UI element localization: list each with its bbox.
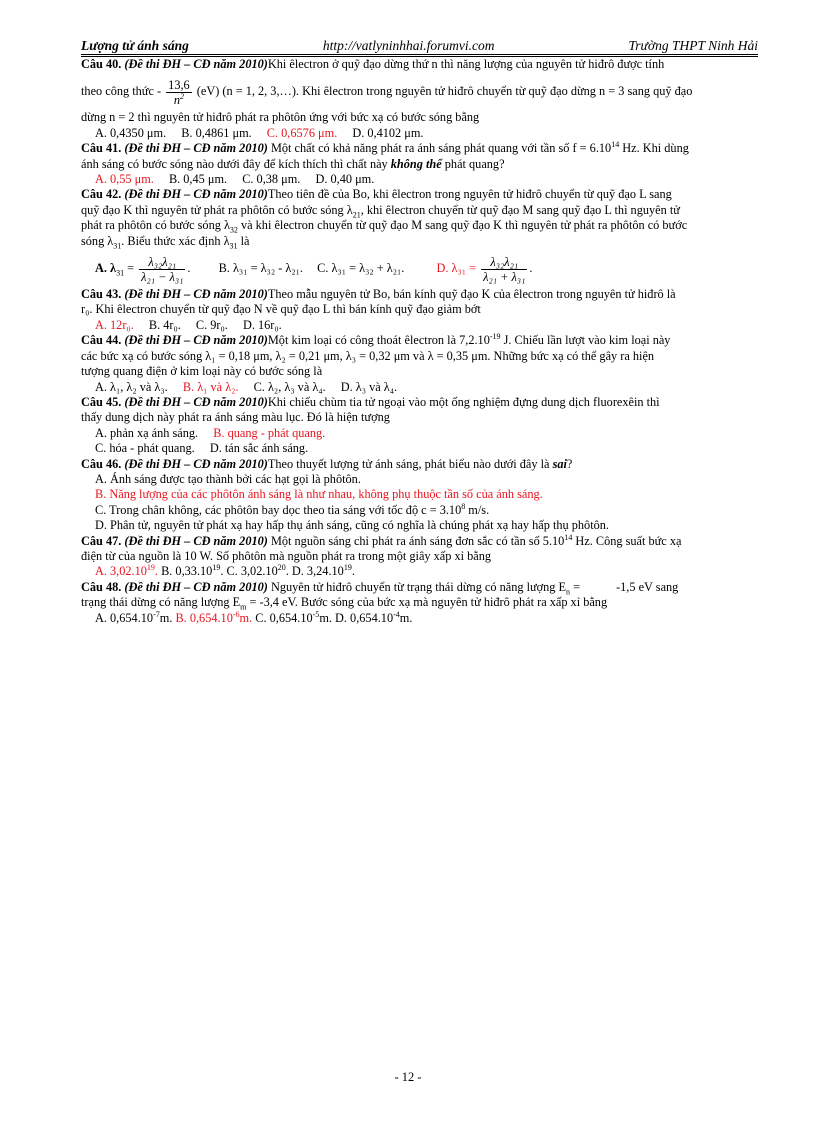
option-b-correct — [175, 611, 252, 625]
option-b: B. λ₃₁ = λ₃₂ - λ₂₁. — [218, 261, 303, 276]
option-b-correct: B. quang - phát quang. — [213, 425, 326, 440]
option-d-end: m. — [399, 610, 413, 625]
question-40 — [81, 57, 758, 141]
option-d: D. 0,40 μm. — [315, 172, 375, 187]
fraction-numerator: λ₃₂λ₂₁ — [139, 255, 185, 270]
option-a-correct: A. 0,55 μm. — [95, 172, 154, 187]
question-text: Hz. Công suất bức xạ — [572, 533, 682, 548]
option-b: B. 0,4861 μm. — [181, 125, 252, 140]
option-c — [81, 503, 758, 518]
question-45 — [81, 395, 758, 457]
option-a: A. Ánh sáng được tạo thành bởi các hạt gọi là phôtôn. — [95, 471, 361, 486]
option-d — [335, 611, 412, 625]
option-b-end: m. — [239, 610, 253, 625]
energy-fraction — [166, 78, 192, 107]
option-c-end: . — [285, 564, 289, 579]
fraction-denominator: λ₂₁ − λ₃₁ — [141, 269, 184, 284]
option-a-correct: A. 12r₀. — [95, 317, 134, 332]
option-c-correct: C. 0,6576 μm. — [266, 125, 338, 140]
question-text: J. Chiếu lần lượt vào kim loại này — [500, 333, 671, 348]
option-a — [95, 611, 172, 625]
option-b-end: . — [220, 564, 224, 579]
question-43 — [81, 287, 758, 333]
option-d: D. λ₃ và λ₄. — [340, 379, 398, 394]
question-source: (Đề thi ĐH – CĐ năm 2010) — [124, 287, 268, 302]
question-text: Khi chiếu chùm tia tử ngoại vào một ống nghiệm đựng dung dịch fluorexêin thì — [267, 394, 660, 409]
question-47 — [81, 534, 758, 580]
question-source: (Đề thi ĐH – CĐ năm 2010) — [124, 57, 268, 71]
question-source: (Đề thi ĐH – CĐ năm 2010) — [124, 579, 268, 594]
subscript: n — [566, 587, 571, 597]
document-page — [81, 38, 758, 626]
option-d-fraction — [481, 255, 527, 284]
question-number: Câu 44. — [81, 333, 122, 348]
question-text: theo công thức - — [81, 84, 162, 99]
question-text: ánh sáng có bước sóng nào dưới đây để kích thích thì chất này — [81, 156, 391, 171]
question-text: là — [237, 233, 250, 248]
option-c: C. λ₂, λ₃ và λ₄. — [253, 379, 326, 394]
fraction-denominator — [166, 93, 192, 107]
exponent: 19 — [343, 563, 352, 573]
subscript: m — [240, 602, 247, 612]
question-text: tượng quang điện ở kim loại này có bước sóng là — [81, 364, 323, 379]
question-41 — [81, 141, 758, 187]
question-text: Khi êlectron ở quỹ đạo dừng thứ n thì năng lượng của nguyên tử hiđrô được tính — [267, 57, 665, 71]
option-d-text: D. 0,654.10 — [335, 610, 394, 625]
subscript: 31 — [113, 241, 122, 251]
fraction-numerator: λ₃₂λ₂₁ — [481, 255, 527, 270]
question-number: Câu 46. — [81, 456, 122, 471]
question-text: r₀. Khi êlectron chuyển từ quỹ đạo N về quỹ đạo L thì bán kính quỹ đạo giảm bớt — [81, 302, 481, 317]
question-text: ? — [566, 456, 573, 471]
question-source: (Đề thi ĐH – CĐ năm 2010) — [124, 333, 268, 348]
equals: = — [124, 261, 138, 276]
subscript: 21 — [352, 210, 361, 220]
option-a-text: A. 3,02.10 — [95, 564, 147, 579]
option-a: A. 0,4350 μm. — [95, 125, 167, 140]
option-d-label: D. λ₃₁ = — [436, 261, 477, 276]
question-text: Nguyên tử hiđrô chuyển từ trạng thái dừng có năng lượng E — [267, 579, 567, 594]
question-text: -1,5 eV sang — [616, 579, 679, 594]
option-d — [292, 564, 355, 578]
option-b — [161, 564, 223, 578]
exponent: -5 — [312, 609, 320, 619]
fraction-denominator-var: n — [173, 93, 181, 108]
option-a-end: . — [154, 564, 158, 579]
exponent: 19 — [146, 563, 155, 573]
option-c: C. λ₃₁ = λ₃₂ + λ₂₁. — [317, 261, 405, 276]
option-b-correct: B. Năng lượng của các phôtôn ánh sáng là như nhau, không phụ thuộc tần số của ánh sáng. — [95, 487, 543, 502]
question-number: Câu 48. — [81, 579, 122, 594]
question-text: , khi êlectron chuyển từ quỹ đạo M sang quỹ đạo L thì nguyên tử — [360, 202, 680, 217]
question-text: và khi êlectron chuyển từ quỹ đạo M sang quỹ đạo K thì nguyên tử phát ra phôtôn có bước — [237, 218, 688, 233]
option-a-text: A. 0,654.10 — [95, 610, 154, 625]
option-d: D. 0,4102 μm. — [352, 125, 424, 140]
option-c-text: C. Trong chân không, các phôtôn bay dọc theo tia sáng với tốc độ c = 3.10 — [95, 502, 462, 517]
option-b-correct: B. λ₁ và λ₂. — [182, 379, 239, 394]
option-c-text: m/s. — [465, 502, 490, 517]
question-42: Câu 42. (Đề thi ĐH – CĐ năm 2010)Theo tiên đề của Bo, khi êlectron trong nguyên tử hiđrô chuyển từ quỹ đạo L sang quỹ đạo K thì nguyên tử phát ra phôtôn có bước sóng $\lambda_{21}$, khi êlectron chuyển từ quỹ đạo M sang quỹ đạo L thì nguyên tử phát ra phôtôn có bước sóng $\lambda_{32}$ và khi êlectron chuyển từ quỹ đạo M sang quỹ đạo K thì nguyên tử phát ra phôtôn có bước sóng $\lambda_{31}$. Biểu thức xác định $\lambda_{31}$ là A. $\lambda_{31}$ = $\frac{\text{λ₃₂λ₂₁}}{\text{λ₂₁ − λ₃₁}}$ . B. λ₃₁ = λ₃₂ - λ₂₁. C. λ₃₁ = λ₃₂ + λ₂₁. D. λ₃₁ = $\frac{\text{λ₃₂λ₂₁}}{\text{λ₂₁ + λ₃₁}}$ . — [81, 187, 688, 284]
question-text: quỹ đạo K thì nguyên tử phát ra phôtôn có bước sóng λ — [81, 202, 353, 217]
question-source: (Đề thi ĐH – CĐ năm 2010) — [124, 456, 268, 471]
question-text: Theo mẫu nguyên tử Bo, bán kính quỹ đạo K của êlectron trong nguyên tử hiđrô là — [267, 287, 676, 302]
page-number: - 12 - — [394, 1070, 422, 1084]
option-c — [255, 611, 332, 625]
question-number: Câu 43. — [81, 287, 122, 302]
question-46 — [81, 457, 758, 534]
option-d: D. 16r₀. — [242, 317, 282, 332]
option-c-text: C. 3,02.10 — [226, 564, 278, 579]
question-48 — [81, 580, 758, 626]
option-a: A. λ₁, λ₂ và λ₃. — [95, 379, 168, 394]
subscript: 31 — [229, 241, 238, 251]
question-text: các bức xạ có bước sóng λ₁ = 0,18 μm, λ₂ = 0,21 μm, λ₃ = 0,32 μm và λ = 0,35 μm. Những bức xạ có thể gây ra hiện — [81, 348, 655, 363]
question-text: phát ra phôtôn có bước sóng λ — [81, 218, 230, 233]
option-b: B. 4r₀. — [148, 317, 181, 332]
option-a: A. $\lambda_{31}$ = $\frac{\text{λ₃₂λ₂₁}}{\text{λ₂₁ − λ₃₁}}$ . — [95, 254, 191, 284]
option-b: B. 0,45 μm. — [168, 172, 228, 187]
header-url: http://vatlyninhhai.forumvi.com — [322, 38, 495, 53]
exponent: 19 — [212, 563, 221, 573]
option-a-fraction — [139, 255, 185, 284]
option-c: C. 0,38 μm. — [242, 172, 301, 187]
option-c: C. 9r₀. — [195, 317, 228, 332]
header-school: Trường THPT Ninh Hải — [628, 38, 758, 53]
header-topic: Lượng tử ánh sáng — [81, 38, 189, 53]
question-text: = — [570, 579, 581, 594]
option-a-end: m. — [159, 610, 173, 625]
option-a: A. phản xạ ánh sáng. — [95, 425, 199, 440]
question-text: sóng λ — [81, 233, 114, 248]
question-text: (eV) (n = 1, 2, 3,…). Khi êlectron trong nguyên tử hiđrô chuyển từ quỹ đạo dừng n = 3 sang quỹ đạo — [196, 84, 693, 99]
exponent: 14 — [564, 532, 573, 542]
option-c-text: C. 0,654.10 — [255, 610, 313, 625]
question-source: (Đề thi ĐH – CĐ năm 2010) — [124, 141, 268, 156]
option-a-label: A. λ — [95, 261, 117, 276]
option-d-end: . — [351, 564, 355, 579]
question-text: dừng n = 2 thì nguyên tử hiđrô phát ra phôtôn ứng với bức xạ có bước sóng bằng — [81, 110, 480, 125]
emphasis: sai — [552, 456, 567, 471]
exponent: 20 — [277, 563, 286, 573]
question-text: Theo thuyết lượng tử ánh sáng, phát biểu nào dưới đây là — [267, 456, 553, 471]
fraction-exponent: 2 — [180, 91, 185, 101]
option-c-end: m. — [319, 610, 332, 625]
exponent: -19 — [489, 332, 501, 342]
option-b-text: B. 0,654.10 — [175, 610, 233, 625]
question-source: (Đề thi ĐH – CĐ năm 2010) — [124, 533, 268, 548]
question-text: . Biểu thức xác định λ — [121, 233, 230, 248]
emphasis: không thể — [390, 156, 442, 171]
question-number: Câu 40. — [81, 57, 122, 71]
question-text: Theo tiên đề của Bo, khi êlectron trong nguyên tử hiđrô chuyển từ quỹ đạo L sang — [267, 187, 672, 202]
question-source: (Đề thi ĐH – CĐ năm 2010) — [124, 187, 268, 202]
subscript: 31 — [116, 268, 125, 278]
exponent: -6 — [232, 609, 240, 619]
option-d: D. Phân tử, nguyên tử phát xạ hay hấp thụ ánh sáng, cũng có nghĩa là chúng phát xạ hay hấp thụ phôtôn. — [95, 518, 609, 533]
question-text: điện từ của nguồn là 10 W. Số phôtôn mà nguồn phát ra trong một giây xấp xỉ bằng — [81, 548, 492, 563]
question-text: Một nguồn sáng chỉ phát ra ánh sáng đơn sắc có tần số 5.10 — [267, 533, 565, 548]
option-d-text: D. 3,24.10 — [291, 564, 344, 579]
exponent: 14 — [611, 140, 620, 150]
question-text: phát quang? — [441, 156, 505, 171]
question-number: Câu 45. — [81, 394, 122, 409]
exponent: -4 — [393, 609, 400, 619]
option-b-text: B. 0,33.10 — [161, 564, 213, 579]
page-header — [81, 38, 758, 57]
option-a-correct — [95, 564, 158, 578]
exponent: 8 — [461, 501, 466, 511]
question-text: thấy dung dịch này phát ra ánh sáng màu lục. Đó là hiện tượng — [81, 410, 390, 425]
option-c: C. hóa - phát quang. — [95, 441, 195, 456]
question-text: Hz. Khi dùng — [619, 141, 689, 156]
option-c — [226, 564, 288, 578]
question-text: trạng thái dừng có năng lượng E — [81, 595, 241, 610]
question-number: Câu 47. — [81, 533, 122, 548]
question-text: = -3,4 eV. Bước sóng của bức xạ mà nguyên tử hiđrô phát ra xấp xỉ bằng — [246, 595, 608, 610]
question-number: Câu 41. — [81, 141, 122, 156]
exponent: -7 — [153, 609, 160, 619]
subscript: 32 — [229, 225, 238, 235]
option-d-correct — [436, 254, 530, 284]
question-text: Một chất có khả năng phát ra ánh sáng phát quang với tần số f = 6.10 — [267, 141, 612, 156]
fraction-denominator: λ₂₁ + λ₃₁ — [483, 269, 526, 284]
option-d: D. tán sắc ánh sáng. — [209, 441, 309, 456]
question-source: (Đề thi ĐH – CĐ năm 2010) — [124, 394, 268, 409]
question-44 — [81, 333, 758, 395]
question-number: Câu 42. — [81, 187, 122, 202]
question-text: Một kim loại có công thoát êlectron là 7,2.10 — [267, 333, 490, 348]
fraction-numerator: 13,6 — [168, 78, 190, 93]
